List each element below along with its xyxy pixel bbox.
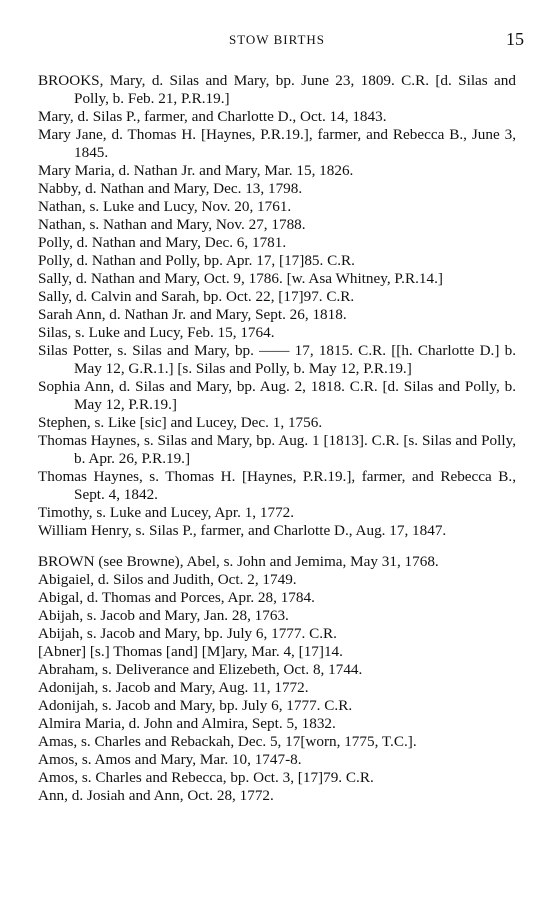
record-entry: Mary Jane, d. Thomas H. [Haynes, P.R.19.], farmer, and Rebecca B., June 3, 1845. xyxy=(38,126,516,161)
record-entry: Nathan, s. Nathan and Mary, Nov. 27, 1788. xyxy=(38,216,306,233)
birth-records xyxy=(38,72,516,805)
page-number: 15 xyxy=(506,29,524,49)
record-entry: Abraham, s. Deliverance and Elizebeth, Oct. 8, 1744. xyxy=(38,661,363,678)
record-entry: Abigal, d. Thomas and Porces, Apr. 28, 1784. xyxy=(38,589,315,606)
page-header xyxy=(0,29,554,54)
record-entry: Thomas Haynes, s. Thomas H. [Haynes, P.R.19.], farmer, and Rebecca B., Sept. 4, 1842. xyxy=(38,468,516,503)
record-entry: Abijah, s. Jacob and Mary, Jan. 28, 1763. xyxy=(38,607,289,624)
record-entry: [Abner] [s.] Thomas [and] [M]ary, Mar. 4, [17]14. xyxy=(38,643,343,660)
record-entry: Abijah, s. Jacob and Mary, bp. July 6, 1777. C.R. xyxy=(38,625,337,642)
record-entry: Timothy, s. Luke and Lucey, Apr. 1, 1772. xyxy=(38,504,295,521)
record-entry: Sally, d. Calvin and Sarah, bp. Oct. 22, [17]97. C.R. xyxy=(38,288,355,305)
record-entry: Nabby, d. Nathan and Mary, Dec. 13, 1798. xyxy=(38,180,303,197)
record-entry: Sarah Ann, d. Nathan Jr. and Mary, Sept. 26, 1818. xyxy=(38,306,347,323)
record-entry: Mary, d. Silas P., farmer, and Charlotte D., Oct. 14, 1843. xyxy=(38,108,387,125)
record-entry: Sally, d. Nathan and Mary, Oct. 9, 1786. [w. Asa Whitney, P.R.14.] xyxy=(38,270,443,287)
record-entry: Silas Potter, s. Silas and Mary, bp. —— 17, 1815. C.R. [[h. Charlotte D.] b. May 12, G.R.1.] [s. Silas and Polly, b. May 12, P.R.19.] xyxy=(38,342,516,377)
record-entry: Adonijah, s. Jacob and Mary, bp. July 6, 1777. C.R. xyxy=(38,697,353,714)
record-entry: Polly, d. Nathan and Polly, bp. Apr. 17, [17]85. C.R. xyxy=(38,252,355,269)
section-gap xyxy=(38,540,516,553)
record-entry: Amos, s. Amos and Mary, Mar. 10, 1747-8. xyxy=(38,751,302,768)
record-entry: Mary Maria, d. Nathan Jr. and Mary, Mar. 15, 1826. xyxy=(38,162,354,179)
record-entry: BROWN (see Browne), Abel, s. John and Jemima, May 31, 1768. xyxy=(38,553,439,570)
record-entry: Adonijah, s. Jacob and Mary, Aug. 11, 1772. xyxy=(38,679,309,696)
record-entry: Ann, d. Josiah and Ann, Oct. 28, 1772. xyxy=(38,787,274,804)
record-entry: Abigaiel, d. Silos and Judith, Oct. 2, 1749. xyxy=(38,571,297,588)
record-entry: Stephen, s. Like [sic] and Lucey, Dec. 1, 1756. xyxy=(38,414,323,431)
record-entry: Polly, d. Nathan and Mary, Dec. 6, 1781. xyxy=(38,234,287,251)
record-entry: Amas, s. Charles and Rebackah, Dec. 5, 17[worn, 1775, T.C.]. xyxy=(38,733,417,750)
record-entry: Amos, s. Charles and Rebecca, bp. Oct. 3, [17]79. C.R. xyxy=(38,769,374,786)
record-entry: Sophia Ann, d. Silas and Mary, bp. Aug. 2, 1818. C.R. [d. Silas and Polly, b. May 12, P.R.19.] xyxy=(38,378,516,413)
record-entry: BROOKS, Mary, d. Silas and Mary, bp. June 23, 1809. C.R. [d. Silas and Polly, b. Feb. 21, P.R.19.] xyxy=(38,72,516,107)
record-entry: Thomas Haynes, s. Silas and Mary, bp. Aug. 1 [1813]. C.R. [s. Silas and Polly, b. Apr. 26, P.R.19.] xyxy=(38,432,516,467)
running-title: STOW BIRTHS xyxy=(228,32,326,47)
record-entry: Nathan, s. Luke and Lucy, Nov. 20, 1761. xyxy=(38,198,292,215)
record-entry: William Henry, s. Silas P., farmer, and Charlotte D., Aug. 17, 1847. xyxy=(38,522,447,539)
record-entry: Silas, s. Luke and Lucy, Feb. 15, 1764. xyxy=(38,324,275,341)
record-entry: Almira Maria, d. John and Almira, Sept. 5, 1832. xyxy=(38,715,336,732)
